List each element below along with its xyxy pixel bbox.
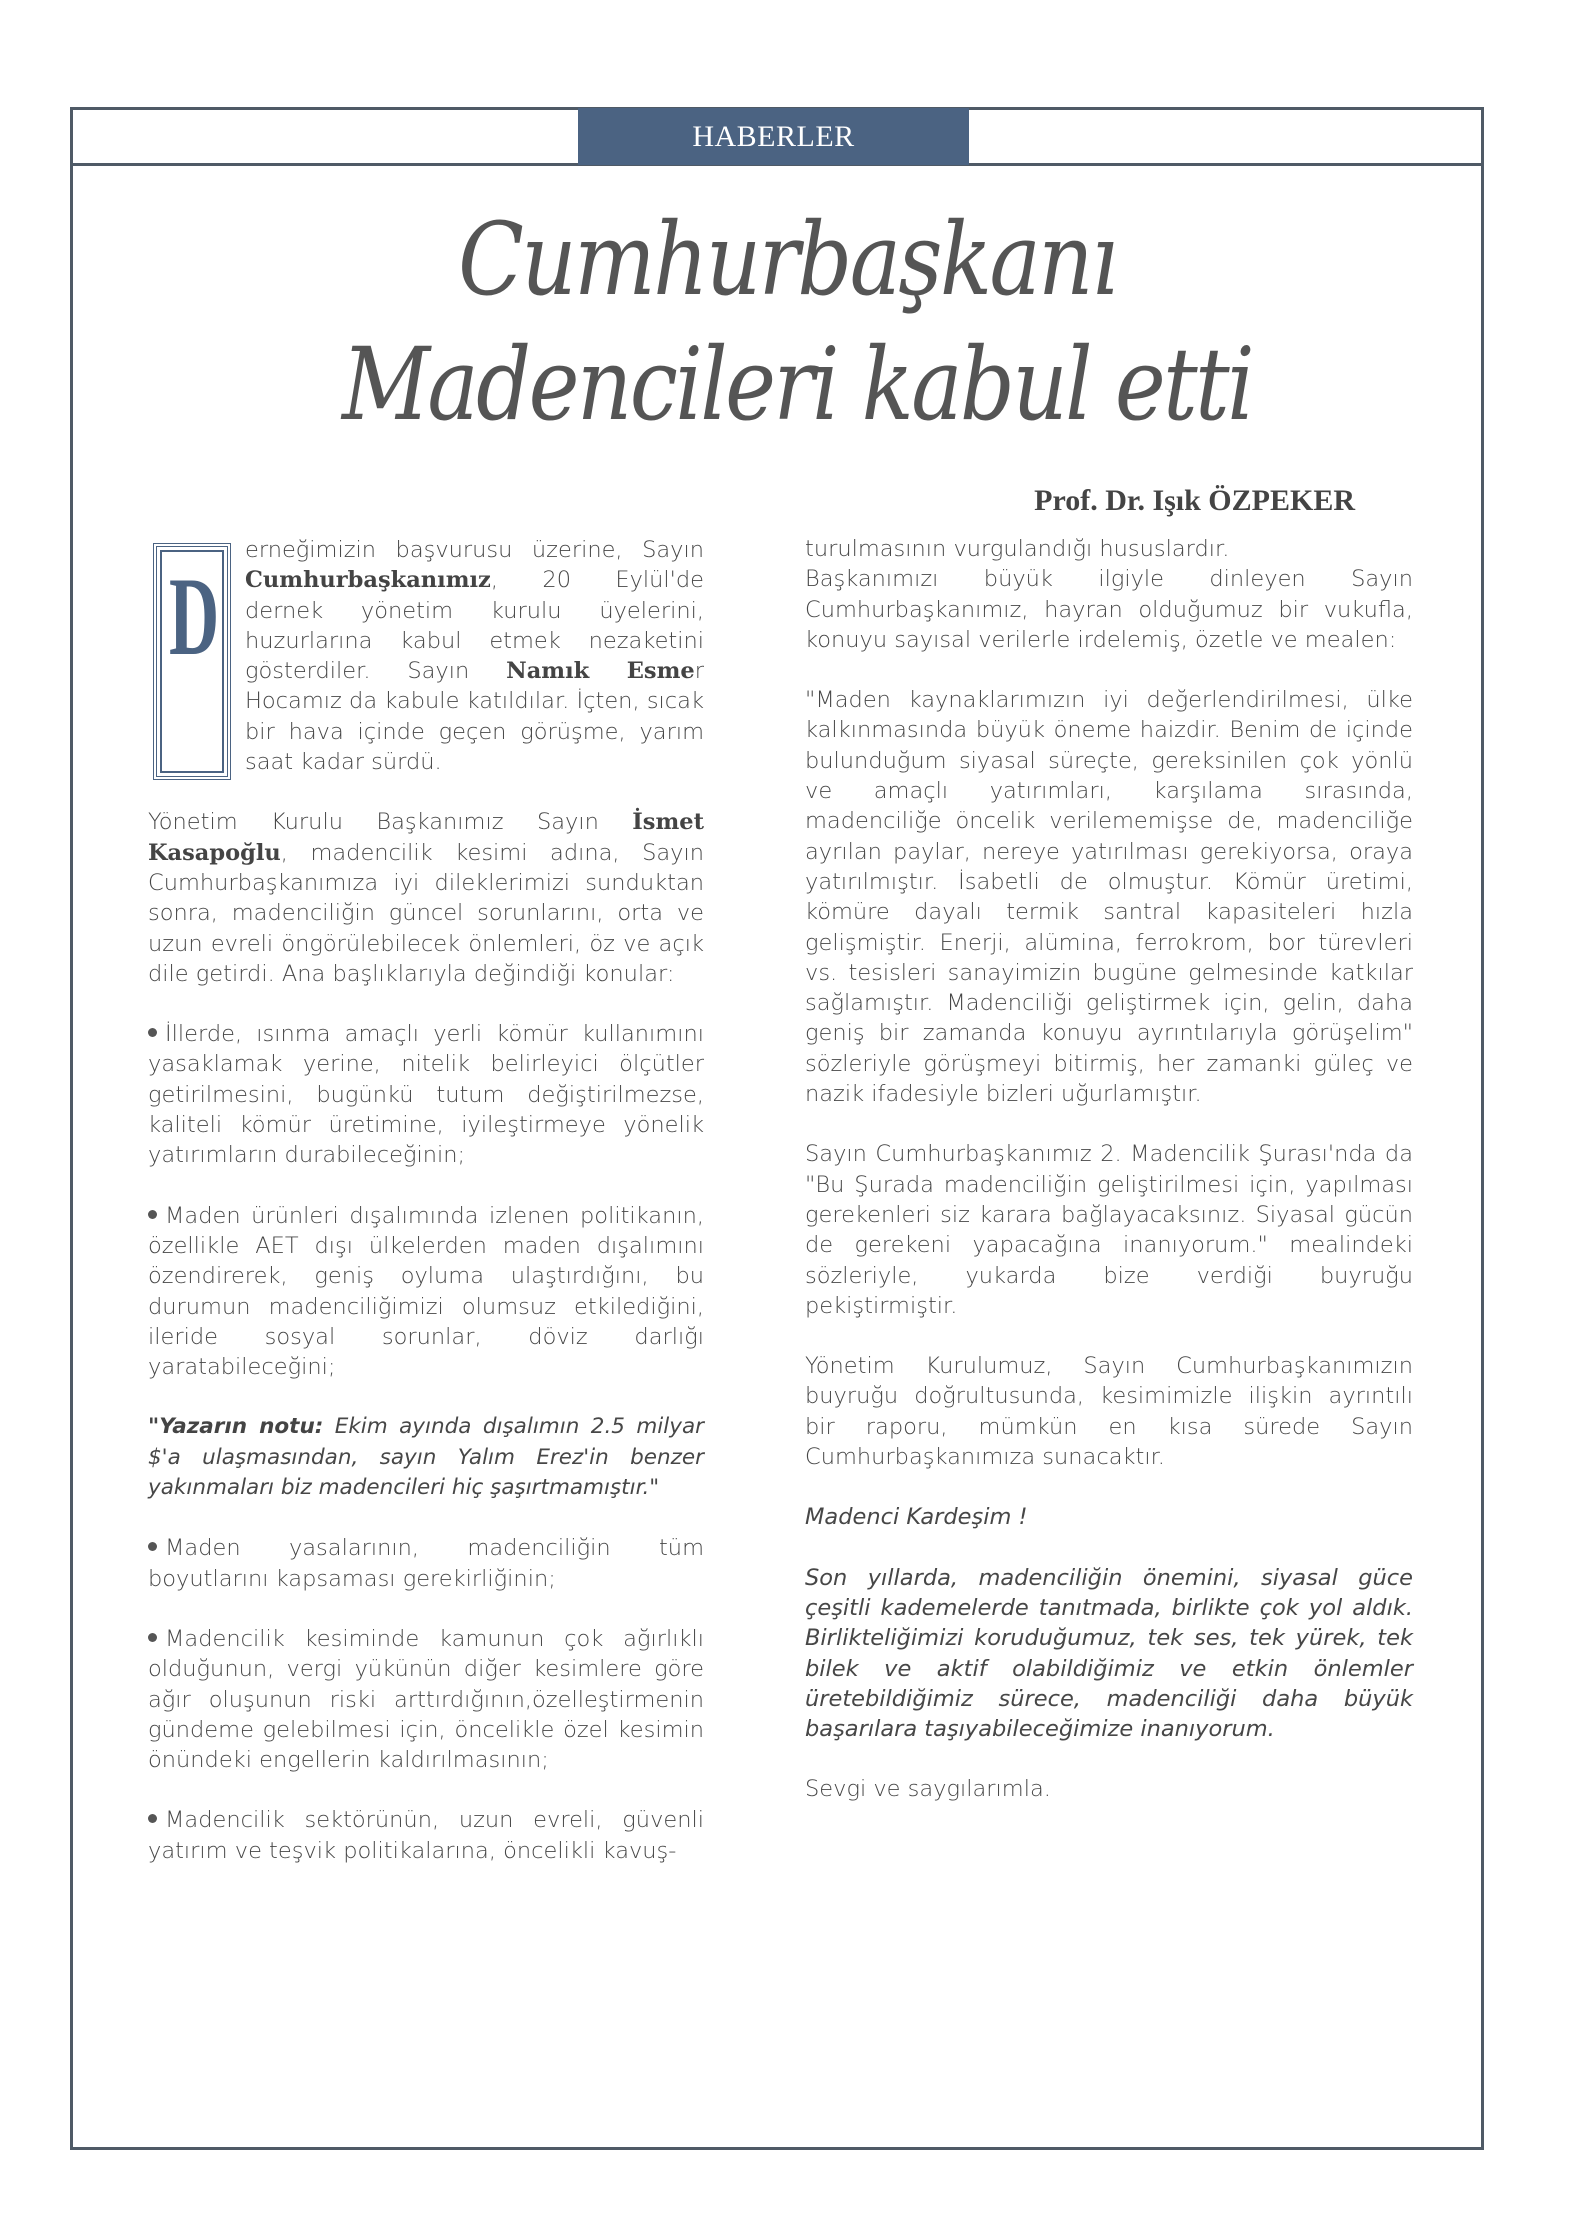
closing-message: Son yıllarda, madenciliğin önemini, siyasal güce çeşitli kademelerde tanıtmada, birlikte çok yol aldık. Birlikteliğimizi koruduğumuz, tek ses, tek yürek, tek bilek ve aktif olabildiğimiz ve etkin önlemler üretebildiğimiz sürece, madenciliği daha büyük başarılara taşıyabileceğimize inanıyorum. [805, 1564, 1413, 1743]
author-byline: Prof. Dr. Işık ÖZPEKER [1034, 484, 1355, 517]
signoff: Sevgi ve saygılarımla. [805, 1776, 1051, 1803]
dropcap-letter: D [169, 555, 220, 679]
bold-name: İsmet Kasapoğlu [148, 809, 704, 866]
author-note: "Yazarın notu: Ekim ayında dışalımın 2.5 milyar $'a ulaşmasından, sayın Yalım Erez'in benzer yakınmaları biz madencileri hiç şaşırtmamıştır." [148, 1414, 704, 1501]
bullet-item: Maden ürünleri dışalımında izlenen politikanın, özellikle AET dışı ülkelerden maden dışalımını özendirerek, geniş oyluma ulaştırdığını, bu durumun madenciliğimizi olumsuz etkilediğini, ileride sosyal sorunlar, döviz darlığı yaratabileceğini; [148, 1202, 704, 1381]
salutation: Madenci Kardeşim ! [805, 1504, 1028, 1531]
paragraph: Sayın Cumhurbaşkanımız 2. Madencilik Şurası'nda da "Bu Şurada madenciliğin geliştirilmesi için, yapılması gerekenleri siz karara bağlayacaksınız. Siyasal gücün de gerekeni yapacağına inanıyorum." mealindeki sözleriyle, yukarda bize verdiği buyruğu pekiştirmiştir. [805, 1141, 1413, 1319]
bold-name: Cumhurbaşkanımız [245, 567, 491, 594]
intro-paragraph: D erneğimizin başvurusu üzerine, Sayın Cumhurbaşkanımız, 20 Eylül'de dernek yönetim kurulu üyelerini, huzurlarına kabul etmek nezaketini gösterdiler. Sayın Namık Esmer Hocamız da kabule katıldılar. İçten, sıcak bir hava içinde geçen görüşme, yarım saat kadar sürdü. [148, 535, 704, 777]
bullet-icon [148, 1028, 157, 1037]
bullet-icon [148, 1542, 157, 1551]
bullet-icon [148, 1633, 157, 1642]
bold-name: Namık Esme [506, 658, 695, 685]
bullet-icon [148, 1210, 157, 1219]
bullet-item: Madencilik sektörünün, uzun evreli, güvenli yatırım ve teşvik politikalarına, öncelikli kavuş- [148, 1807, 704, 1864]
article-title-line-1: Cumhurbaşkanı [458, 201, 1116, 318]
article-title-line-2: Madencileri kabul etti [341, 326, 1253, 443]
president-quote: "Maden kaynaklarımızın iyi değerlendirilmesi, ülke kalkınmasında büyük öneme haizdir. Benim de içinde bulunduğum siyasal süreçte, gereksinilen çok yönlü ve amaçlı yatırımları, karşılama sırasında, madenciliğe öncelik verilememişse de, madenciliğe ayrılan paylar, nereye yatırılması gerekiyorsa, oraya yatırılmıştır. İsabetli de olmuştur. Kömür üretimi, kömüre dayalı termik santral kapasiteleri hızla gelişmiştir. Enerji, alümina, ferrokrom, bor türevleri vs. tesisleri sanayimizin bugüne gelmesinde katkılar sağlamıştır. Madenciliği geliştirmek için, gelin, daha geniş bir zamanda konuyu ayrıntılarıyla görüşelim" sözleriyle görüşmeyi bitirmiş, her zamanki güleç ve nazik ifadesiyle bizleri uğurlamıştır. [805, 687, 1413, 1108]
bullet-item: Madencilik kesiminde kamunun çok ağırlıklı olduğunun, vergi yükünün diğer kesimlere göre ağır oluşunun riski arttırdığının,özelleştirmenin gündeme gelebilmesi için, öncelikle özel kesimin önündeki engellerin kaldırılmasının; [148, 1625, 704, 1774]
paragraph: turulmasının vurgulandığı hususlardır. [805, 536, 1230, 562]
dropcap-box [153, 543, 231, 780]
left-column [148, 535, 704, 1896]
bullet-icon [148, 1814, 157, 1823]
bullet-item: İllerde, ısınma amaçlı yerli kömür kullanımını yasaklamak yerine, nitelik belirleyici ölçütler getirilmesini, bugünkü tutum değiştirilmezse, kaliteli kömür üretimine, iyileştirmeye yönelik yatırımların durabileceğinin; [148, 1021, 704, 1169]
section-label: HABERLER [692, 119, 855, 153]
section-band [578, 108, 969, 165]
paragraph: Başkanımızı büyük ilgiyle dinleyen Sayın Cumhurbaşkanımız, hayran olduğumuz bir vukufla, konuyu sayısal verilerle irdelemiş, özetle ve mealen: [805, 566, 1413, 653]
bullet-item: Maden yasalarının, madenciliğin tüm boyutlarını kapsaması gerekirliğinin; [148, 1535, 704, 1592]
author-note-label: "Yazarın notu: [148, 1414, 324, 1440]
right-column [805, 534, 1413, 1835]
paragraph: Yönetim Kurulumuz, Sayın Cumhurbaşkanımızın buyruğu doğrultusunda, kesimimizle ilişkin ayrıntılı bir raporu, mümkün en kısa sürede Sayın Cumhurbaşkanımıza sunacaktır. [805, 1353, 1413, 1471]
paragraph: Yönetim Kurulu Başkanımız Sayın İsmet Kasapoğlu, madencilik kesimi adına, Sayın Cumhurbaşkanımıza iyi dileklerimizi sunduktan sonra, madenciliğin güncel sorunlarını, orta ve uzun evreli öngörülebilecek önlemleri, öz ve açık dile getirdi. Ana başlıklarıyla değindiği konular: [148, 809, 704, 987]
